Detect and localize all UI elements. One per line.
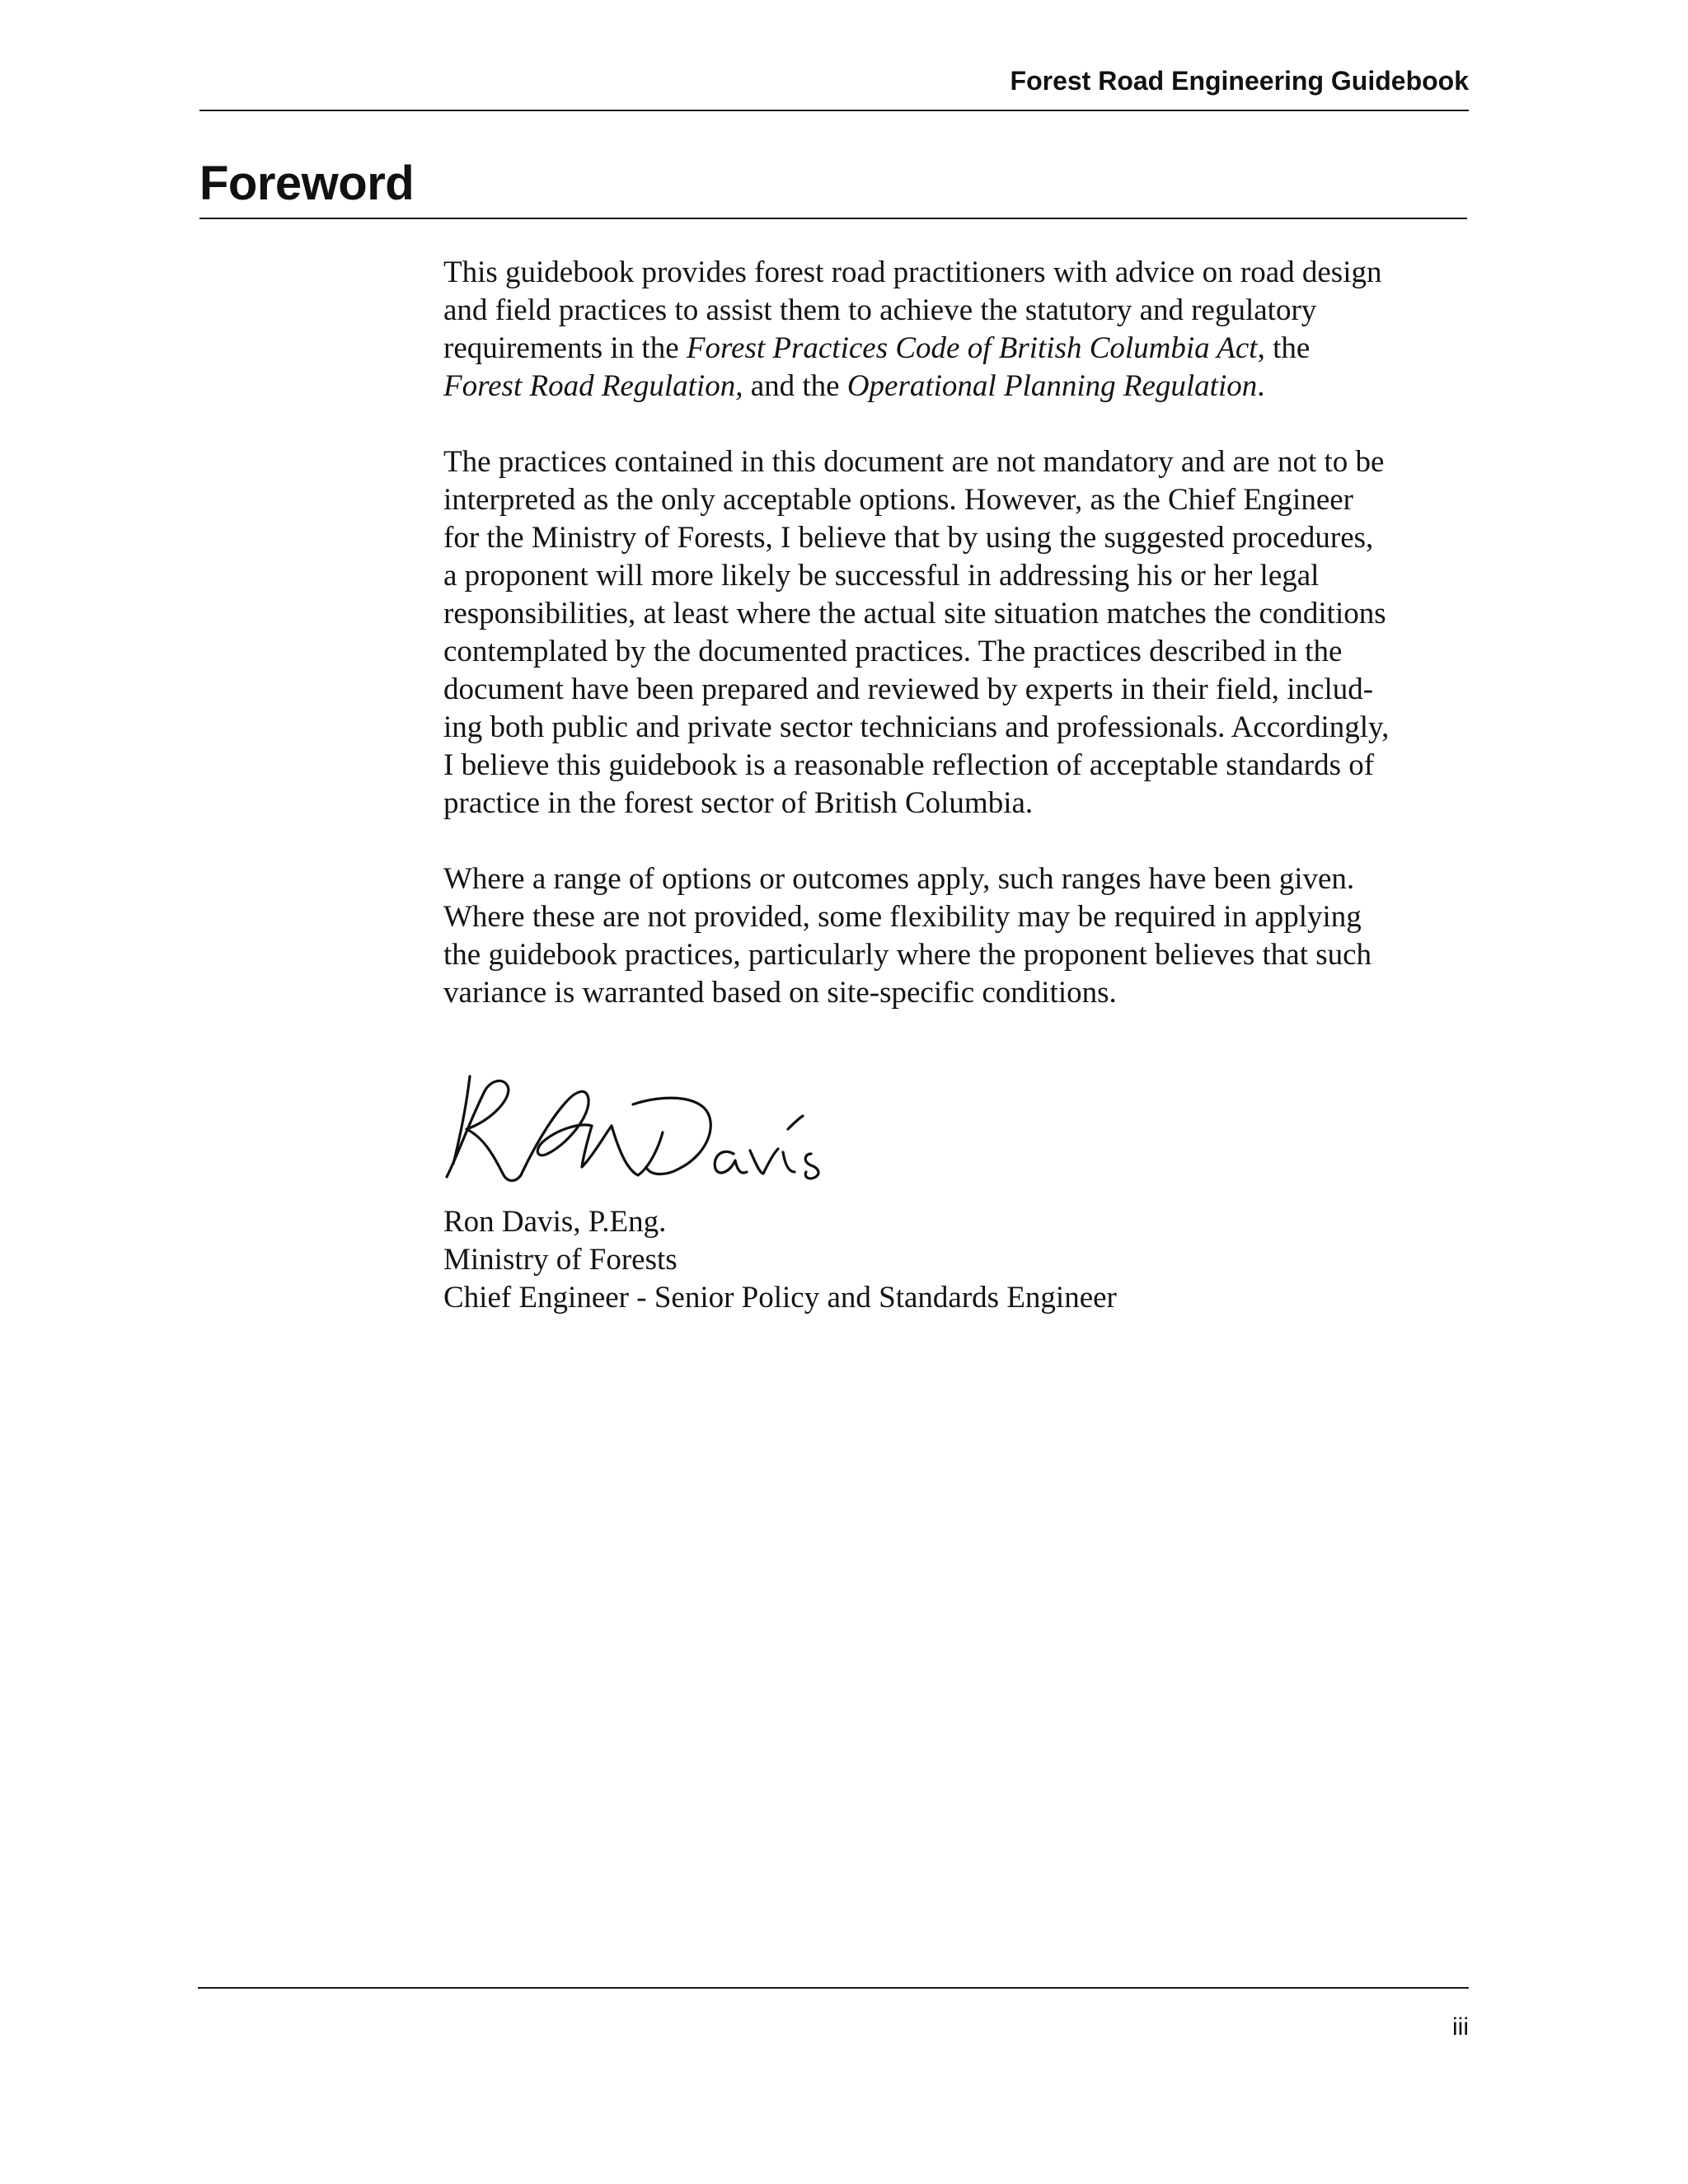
signoff-block [443, 1203, 1117, 1317]
signatory-position: Chief Engineer - Senior Policy and Standards Engineer [443, 1281, 1117, 1315]
text-line: responsibilities, at least where the actual site situation matches the conditions [443, 597, 1386, 630]
text-line: Where these are not provided, some flexibility may be required in applying [443, 900, 1362, 934]
text-line: interpreted as the only acceptable options. However, as the Chief Engineer [443, 483, 1354, 517]
paragraph-practices [443, 443, 1474, 823]
footer-rule [198, 1987, 1469, 1989]
page-number: iii [1452, 2013, 1469, 2041]
text-line: requirements in the Forest Practices Code of British Columbia Act, the [443, 331, 1311, 365]
act-title: Forest Practices Code of British Columbia Act [686, 331, 1258, 365]
paragraph-flexibility [443, 860, 1474, 1012]
text-line: Forest Road Regulation, and the Operational Planning Regulation. [443, 369, 1265, 403]
text-line: This guidebook provides forest road practitioners with advice on road design [443, 255, 1382, 289]
text-line: contemplated by the documented practices. The practices described in the [443, 635, 1343, 668]
text-line: a proponent will more likely be successful in addressing his or her legal [443, 559, 1320, 593]
header-rule [199, 110, 1469, 111]
signatory-name: Ron Davis, P.Eng. [443, 1205, 667, 1239]
text-line: The practices contained in this document are not mandatory and are not to be [443, 445, 1385, 479]
handwritten-signature [442, 1071, 903, 1195]
text-line: I believe this guidebook is a reasonable reflection of acceptable standards of [443, 748, 1375, 782]
page-title: Foreword [199, 157, 415, 210]
text-line: Where a range of options or outcomes apply, such ranges have been given. [443, 862, 1355, 896]
signatory-organization: Ministry of Forests [443, 1243, 678, 1277]
text-line: the guidebook practices, particularly where the proponent believes that such [443, 938, 1372, 972]
text-line: and field practices to assist them to achieve the statutory and regulatory [443, 293, 1317, 327]
text-line: variance is warranted based on site-specific conditions. [443, 976, 1117, 1010]
text-line: practice in the forest sector of British Columbia. [443, 786, 1034, 820]
text-line: ing both public and private sector technicians and professionals. Accordingly, [443, 710, 1390, 744]
text-line: document have been prepared and reviewed by experts in their field, includ- [443, 673, 1374, 706]
title-rule [199, 218, 1467, 219]
foreword-body [443, 254, 1474, 1050]
regulation-title: Forest Road Regulation, [443, 369, 743, 403]
running-header: Forest Road Engineering Guidebook [1010, 66, 1469, 96]
paragraph-intro [443, 254, 1474, 405]
text-line: for the Ministry of Forests, I believe that by using the suggested procedures, [443, 521, 1374, 555]
regulation-title: Operational Planning Regulation [846, 369, 1258, 403]
